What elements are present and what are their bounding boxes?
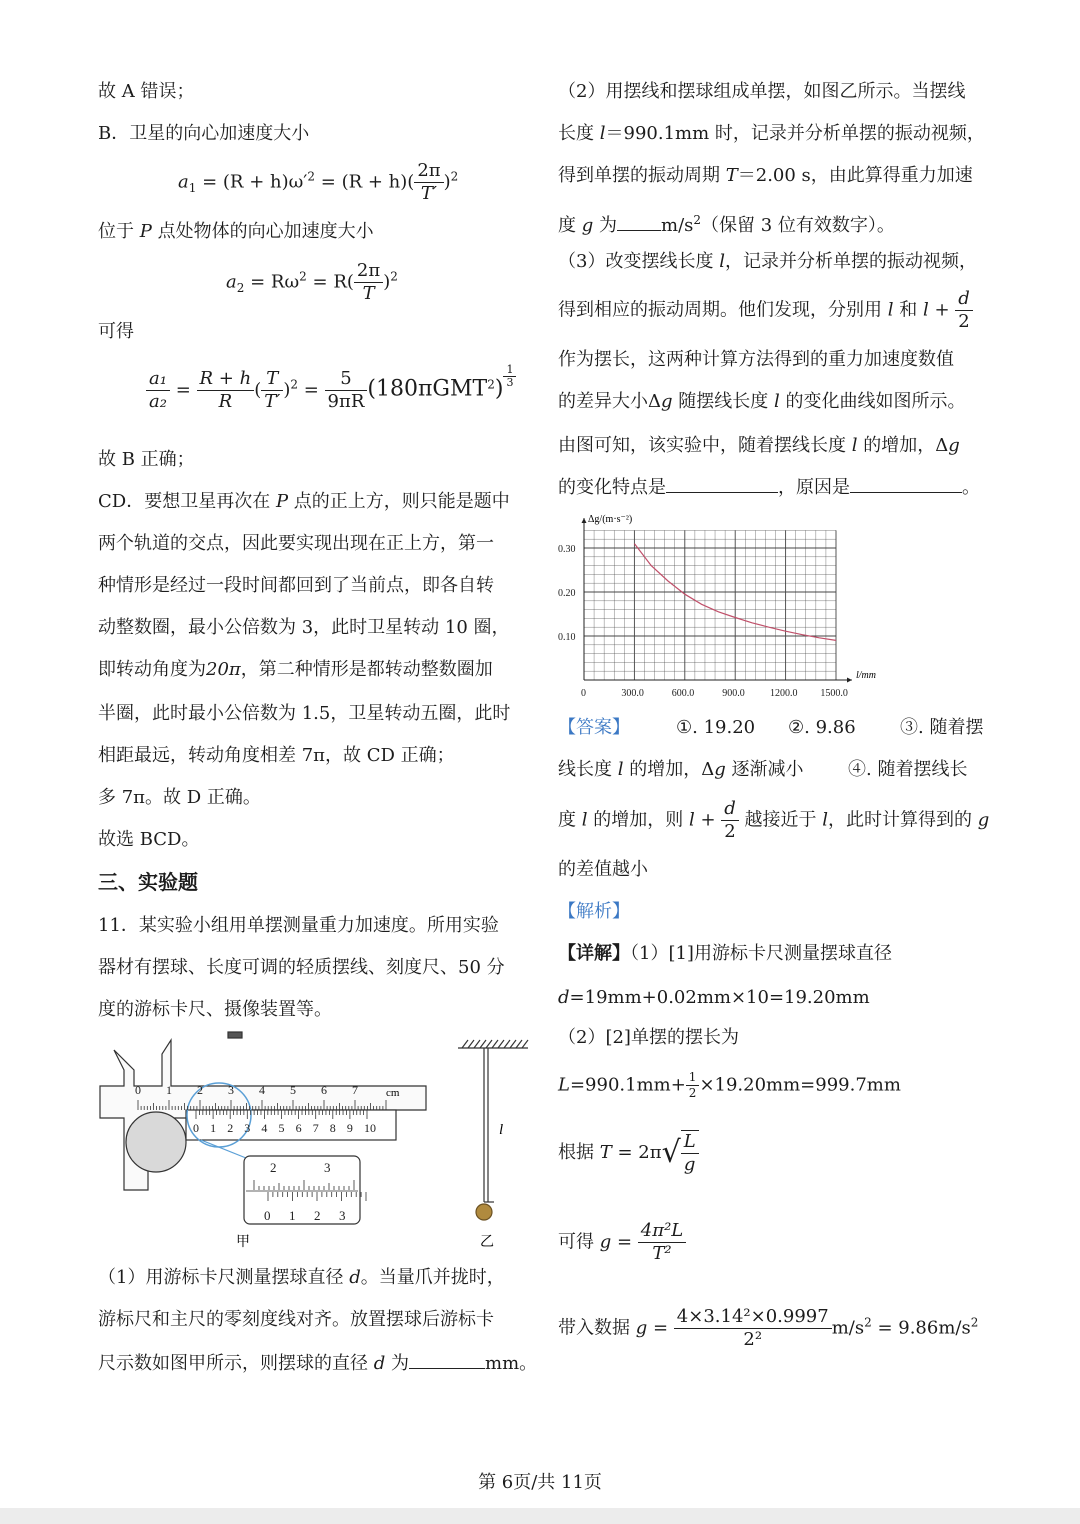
vernier-scale-label: 10 <box>364 1121 376 1135</box>
text-line: 得到相应的振动周期。他们发现，分别用 l 和 l + $\frac{d}{2}$ <box>558 288 973 333</box>
vernier-scale-label: 2 <box>227 1121 234 1135</box>
text-line: 相距最远，转动角度相差 7π，故 CD 正确； <box>98 745 455 766</box>
text-line: 11．某实验小组用单摆测量重力加速度。所用实验 <box>98 915 499 936</box>
figure-label-yi: 乙 <box>480 1235 494 1250</box>
text-line: 故 B 正确； <box>98 449 195 470</box>
text-line: 的差值越小 <box>558 859 648 880</box>
zoom-bottom-label: 1 <box>289 1208 296 1223</box>
answer-blank[interactable] <box>850 492 962 493</box>
chart-x-tick-label: 1500.0 <box>820 688 848 699</box>
text-line: CD．要想卫星再次在 P 点的正上方，则只能是题中 <box>98 491 510 512</box>
text-line: 位于 P 点处物体的向心加速度大小 <box>98 221 374 242</box>
chart-x-tick-labels <box>581 688 848 699</box>
text-line: 可得 <box>98 321 134 342</box>
bottom-bar <box>0 1508 1080 1524</box>
answer-blank[interactable] <box>617 230 661 231</box>
answer-4: ④. 随着摆线长 <box>848 759 968 780</box>
answer-line <box>558 716 630 740</box>
vernier-scale-label: 9 <box>346 1121 353 1135</box>
text-line: （2）用摆线和摆球组成单摆，如图乙所示。当摆线 <box>558 81 966 102</box>
text-line: 尺示数如图甲所示，则摆球的直径 d 为 mm。 <box>98 1353 538 1374</box>
text-line: （2）[2]单摆的摆长为 <box>558 1027 739 1048</box>
vernier-scale-label: 1 <box>210 1121 217 1135</box>
chart-y-tick-label: 0.20 <box>558 588 576 599</box>
text-line: 多 7π。故 D 正确。 <box>98 787 261 808</box>
chart-x-tick-label: 0 <box>581 688 586 699</box>
main-scale-label: 0 <box>135 1083 141 1097</box>
vernier-scale-label: 3 <box>244 1121 251 1135</box>
chart-y-tick-label: 0.10 <box>558 632 576 643</box>
text-line: 得到单摆的振动周期 T＝2.00 s，由此算得重力加速 <box>558 165 973 186</box>
text-line: 即转动角度为20π，第二种情形是都转动整数圈加 <box>98 659 493 680</box>
equation-period: 根据 T = 2π√ $\frac{L}{g}$ <box>558 1130 699 1176</box>
text-line: B．卫星的向心加速度大小 <box>98 123 310 144</box>
ceiling-hatch <box>480 1040 486 1048</box>
text-line: 两个轨道的交点，因此要实现出现在正上方，第一 <box>98 533 494 554</box>
text-line: 度的游标卡尺、摄像装置等。 <box>98 999 332 1020</box>
apparatus-figure <box>96 1030 536 1260</box>
answer-3: ③. 随着摆 <box>900 717 984 738</box>
delta-g-chart <box>554 510 914 702</box>
text-line: 游标尺和主尺的零刻度线对齐。放置摆球后游标卡 <box>98 1309 494 1330</box>
chart-y-axis-label: Δg/(m·s⁻²) <box>588 514 633 525</box>
chart-axes <box>582 518 853 683</box>
ceiling-hatch <box>504 1040 510 1048</box>
text-line: （1）用游标卡尺测量摆球直径 d。当量爪并拢时， <box>98 1267 505 1288</box>
chart-y-tick-labels <box>558 544 576 643</box>
sqrt-sign: √ <box>661 1135 681 1170</box>
section-heading: 三、实验题 <box>98 870 198 894</box>
chart-x-axis-label: l/mm <box>856 670 876 681</box>
equation-g-value: 带入数据 g = $\frac{\text{4×3.14²×0.9997}}{\text{2²}}$ $m/s^2 = 9.86m/s^2$ <box>558 1306 979 1350</box>
text-line: 故选 BCD。 <box>98 829 200 850</box>
analysis-label: 【解析】 <box>558 901 630 922</box>
equation-a2: $a_2 = R\omega^2 = R$( $\frac{2\pi}{T}$ )$^2$ <box>226 260 398 304</box>
figure-label-jia: 甲 <box>236 1235 250 1250</box>
chart-grid <box>584 530 836 680</box>
main-scale-label: 7 <box>352 1083 358 1097</box>
chart-y-tick-label: 0.30 <box>558 544 576 555</box>
chart-x-tick-label: 900.0 <box>722 688 745 699</box>
page-footer: 第 6页/共 11页 <box>478 1472 602 1493</box>
zoom-top-label: 3 <box>324 1160 331 1175</box>
pendulum <box>458 1040 528 1220</box>
zoom-bottom-label: 3 <box>339 1208 346 1223</box>
zoom-top-label: 2 <box>270 1160 277 1175</box>
text-line: 故 A 错误； <box>98 81 195 102</box>
ceiling-hatch <box>462 1040 468 1048</box>
ceiling-hatch <box>468 1040 474 1048</box>
text-line: d=19mm+0.02mm×10=19.20mm <box>558 987 870 1008</box>
text-line: （3）改变摆线长度 l，记录并分析单摆的振动视频， <box>558 251 977 272</box>
vernier-scale-label: 0 <box>193 1121 199 1135</box>
vernier-scale-label: 5 <box>278 1121 285 1135</box>
equation-g: 可得 g = $\frac{\text{4π²L}}{\text{T²}}$ <box>558 1220 686 1265</box>
chart-x-arrow <box>847 678 852 683</box>
text-line: 线长度 l 的增加，Δg 逐渐减小 <box>558 759 804 780</box>
text-line: 器材有摆球、长度可调的轻质摆线、刻度尺、50 分 <box>98 957 505 978</box>
zoom-bottom-label: 2 <box>314 1208 321 1223</box>
main-scale-label: 1 <box>166 1083 172 1097</box>
ceiling-hatch <box>486 1040 492 1048</box>
main-scale-label: 6 <box>321 1083 327 1097</box>
vernier-scale-label: 6 <box>295 1121 302 1135</box>
zoom-bottom-label: 0 <box>264 1208 271 1223</box>
chart-y-arrow <box>582 518 587 523</box>
main-scale-label: 4 <box>259 1083 265 1097</box>
answer-blank[interactable] <box>409 1368 485 1369</box>
text-line: 的差异大小Δg 随摆线长度 l 的变化曲线如图所示。 <box>558 391 966 412</box>
chart-x-tick-label: 300.0 <box>621 688 644 699</box>
text-line: 的变化特点是 ，原因是 。 <box>558 477 980 498</box>
ceiling-hatch <box>510 1040 516 1048</box>
text-line: 【详解】（1）[1]用游标卡尺测量摆球直径 <box>558 943 892 964</box>
chart-x-tick-label: 1200.0 <box>770 688 798 699</box>
answer-2: ②. 9.86 <box>788 717 856 738</box>
text-line: 由图可知，该实验中，随着摆线长度 l 的增加，Δg <box>558 435 960 456</box>
vernier-scale-label: 4 <box>261 1121 268 1135</box>
answer-blank[interactable] <box>666 492 778 493</box>
ceiling-hatch <box>474 1040 480 1048</box>
main-scale-label: 2 <box>197 1083 203 1097</box>
main-scale-unit: cm <box>386 1087 400 1099</box>
length-label: l <box>499 1122 504 1138</box>
main-scale-label: 3 <box>228 1083 234 1097</box>
chart-x-tick-label: 600.0 <box>671 688 695 699</box>
ceiling-hatch <box>522 1040 528 1048</box>
ceiling-hatch <box>498 1040 504 1048</box>
ceiling-hatch <box>492 1040 498 1048</box>
ceiling-hatch <box>516 1040 522 1048</box>
text-line: 度 g 为 $m/s^2$（保留 3 位有效数字）。 <box>558 213 895 236</box>
text-line: 半圈，此时最小公倍数为 1.5，卫星转动五圈，此时 <box>98 703 511 724</box>
text-line: 度 l 的增加，则 l + $\frac{d}{2}$ 越接近于 l，此时计算得到的 g <box>558 798 990 842</box>
equation-L: L=990.1mm+ $\frac{1}{2}$ ×19.20mm=999.7mm <box>558 1070 901 1100</box>
answer-1: ①. 19.20 <box>676 717 756 738</box>
equation-a1: $a_1 = (R + h)\omega'^2 = (R + h)$( $\frac{2\pi}{T'}$ )$^2$ <box>178 160 459 204</box>
vernier-scale-label: 7 <box>312 1121 319 1135</box>
vernier-scale-label: 8 <box>329 1121 336 1135</box>
main-scale-label: 5 <box>290 1083 296 1097</box>
answer-label: 【答案】 <box>558 717 630 738</box>
text-line: 作为摆长，这两种计算方法得到的重力加速度数值 <box>558 349 954 370</box>
text-line: 种情形是经过一段时间都回到了当前点，即各自转 <box>98 575 494 596</box>
text-line: 长度 l＝990.1mm 时，记录并分析单摆的振动视频， <box>558 123 985 144</box>
text-line: 动整数圈，最小公倍数为 3，此时卫星转动 10 圈， <box>98 617 510 638</box>
equation-ratio: $\frac{\text{a₁}}{\text{a₂}}$ = $\frac{R + h}{R}$ ( $\frac{T}{T'}$ )$^2$ = $\frac{5}{9\pi R}$ (180πGMT$^2$) $\frac{1}{3}$ <box>146 368 516 413</box>
